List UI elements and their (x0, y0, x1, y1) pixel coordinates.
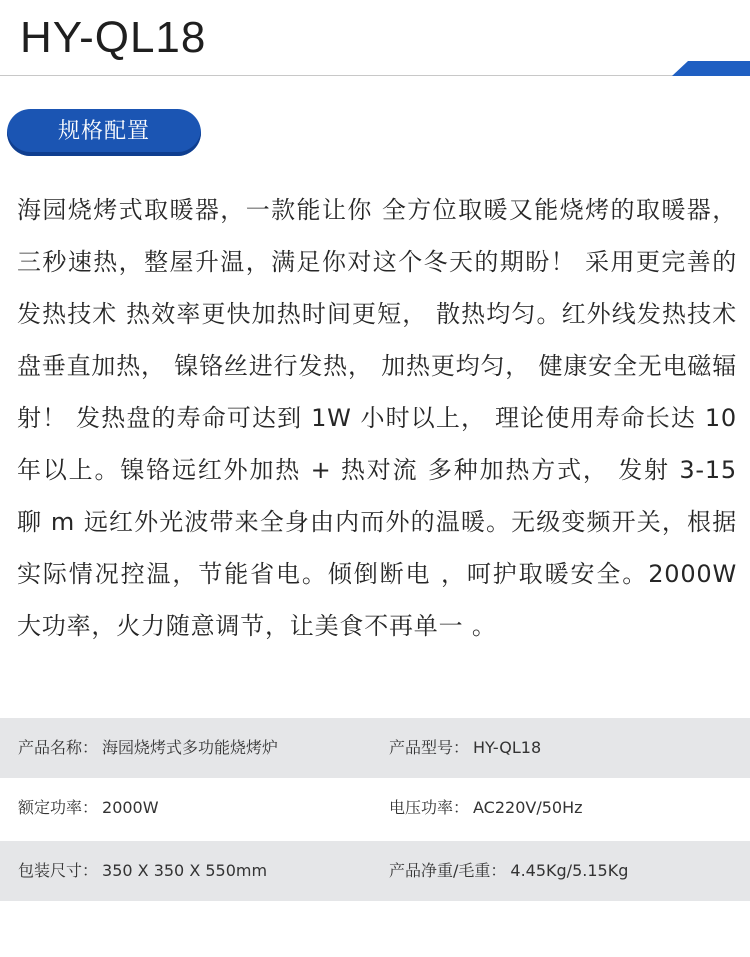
spec-package-size (18, 841, 267, 901)
header-accent-bar (672, 61, 750, 76)
spec-label: 产品型号： (389, 738, 470, 757)
spec-table (0, 718, 750, 901)
product-description: 海园烧烤式取暖器，一款能让你 全方位取暖又能烧烤的取暖器，三秒速热，整屋升温，满足你对这个冬天的期盼！ 采用更完善的发热技术 热效率更快加热时间更短， 散热均匀。红外线发热技术 盘垂直加热， 镍铬丝进行发热， 加热更均匀， 健康安全无电磁辐射！ 发热盘的寿命可达到 1W 小时以上， 理论使用寿命长达 10 年以上。镍铬远红外加热 + 热对流 多种加热方式， 发射 3-15 聊 m 远红外光波带来全身由内而外的温暖。无级变频开关，根据实际情况控温，节能省电。倾倒断电 ，呵护取暖安全。2000W 大功率，火力随意调节，让美食不再单一 。 (17, 196, 737, 640)
model-title: HY-QL18 (20, 13, 207, 62)
spec-value: HY-QL18 (473, 738, 542, 757)
spec-weight (389, 841, 628, 901)
spec-label: 包装尺寸： (18, 861, 99, 880)
spec-product-model (389, 718, 541, 778)
page-header (0, 0, 750, 80)
section-heading-specs: 规格配置 (7, 109, 201, 156)
spec-value: AC220V/50Hz (473, 798, 583, 817)
spec-rated-power (18, 778, 159, 838)
header-divider (0, 75, 750, 76)
spec-product-name (18, 718, 278, 778)
spec-value: 2000W (102, 798, 159, 817)
spec-label: 产品名称： (18, 738, 99, 757)
spec-value: 海园烧烤式多功能烧烤炉 (102, 738, 279, 757)
spec-value: 350 X 350 X 550mm (102, 861, 268, 880)
spec-label: 电压功率： (389, 798, 470, 817)
spec-voltage (389, 778, 583, 838)
spec-label: 额定功率： (18, 798, 99, 817)
spec-row-size-weight (0, 841, 750, 901)
spec-label: 产品净重/毛重： (389, 861, 507, 880)
spec-row-power-voltage (0, 778, 750, 838)
spec-row-name-model (0, 718, 750, 778)
spec-value: 4.45Kg/5.15Kg (510, 861, 629, 880)
